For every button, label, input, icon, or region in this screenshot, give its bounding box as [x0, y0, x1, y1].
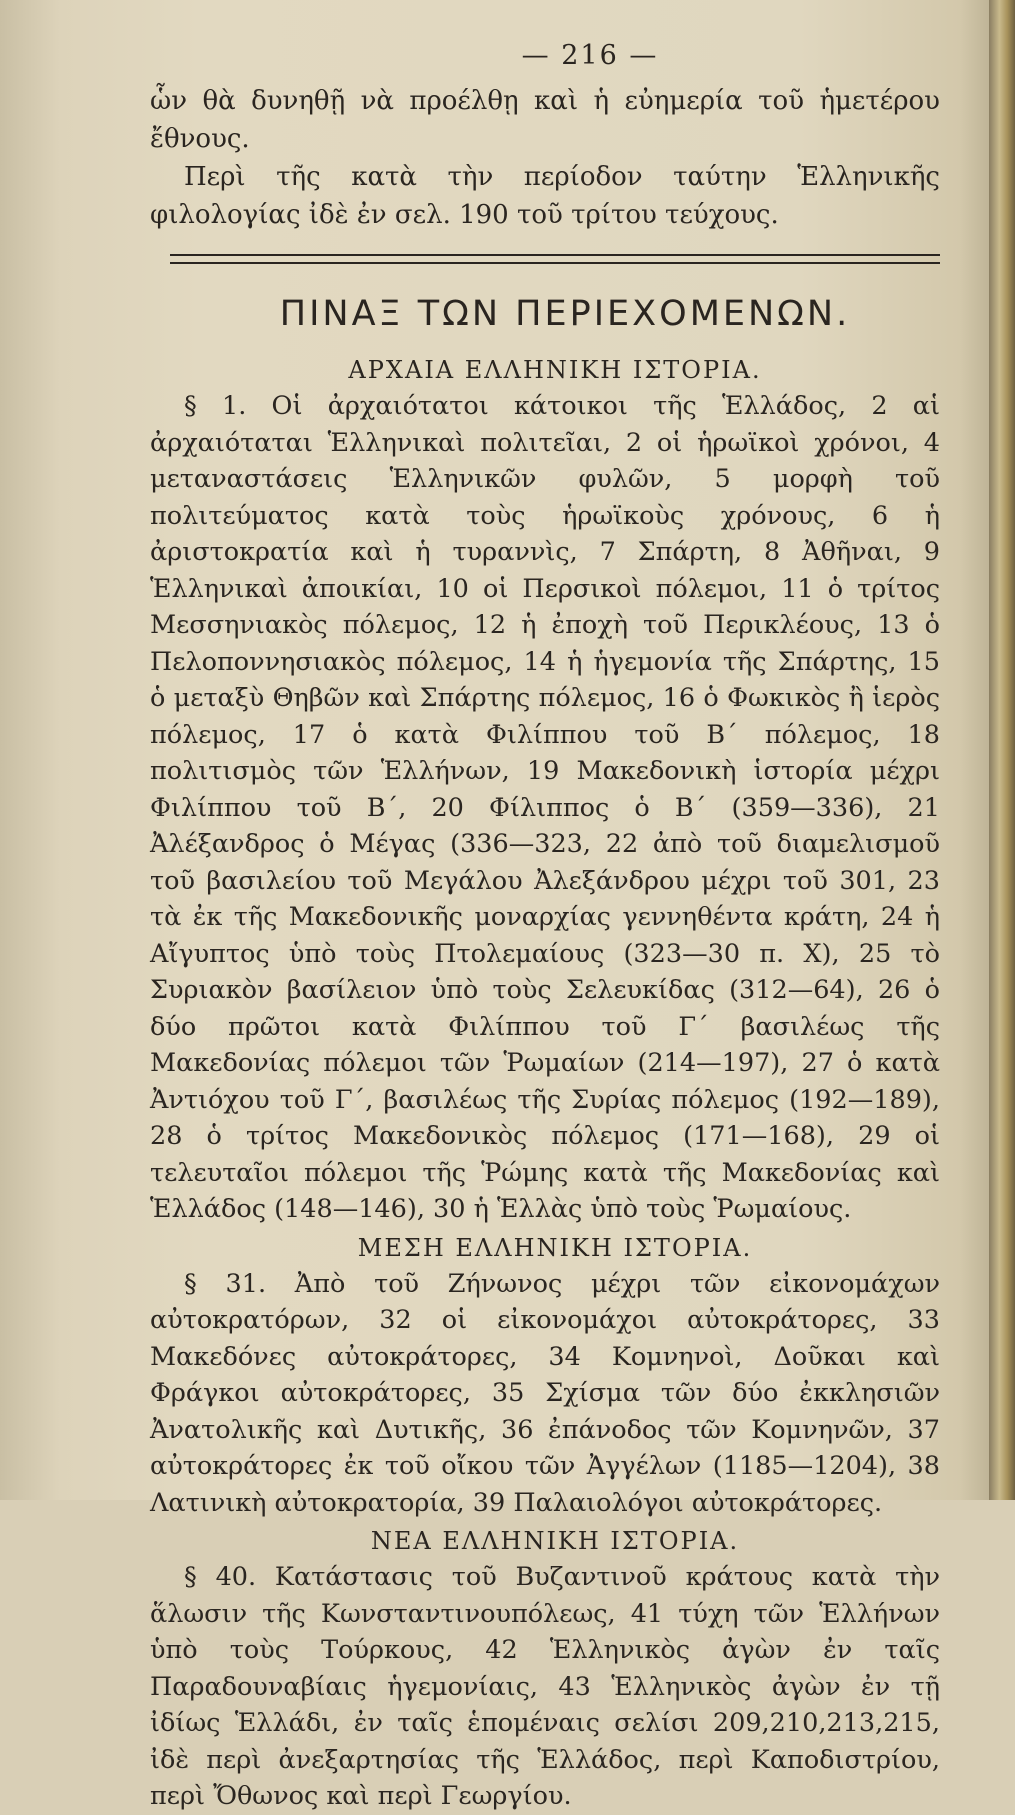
section-heading: ΝΕΑ ΕΛΛΗΝΙΚΗ ΙΣΤΟΡΙΑ. — [370, 1527, 740, 1555]
section-heading: ΜΕΣΗ ΕΛΛΗΝΙΚΗ ΙΣΤΟΡΙΑ. — [357, 1233, 753, 1262]
intro-line: ὧν θὰ δυνηθῇ νὰ προέλθῃ καὶ ἡ εὐημερία τοῦ ἡμετέρου ἔθνους. — [150, 86, 940, 154]
section-medieval — [150, 1234, 940, 1522]
page-content — [150, 40, 940, 1815]
section-ancient — [150, 356, 940, 1228]
book-binding-edge — [989, 0, 1015, 1500]
section-text: § 31. Ἀπὸ τοῦ Ζήνωνος μέχρι τῶν εἰκονομάχων αὐτοκρατόρων, 32 οἱ εἰκονομάχοι αὐτοκράτορες, 33 Μακεδόνες αὐτοκράτορες, 34 Κομνηνοὶ, Δοῦκαι καὶ Φράγκοι αὐτοκράτορες, 35 Σχίσμα τῶν δύο ἐκκλησιῶν Ἀνατολικῆς καὶ Δυτικῆς, 36 ἐπάνοδος τῶν Κομνηνῶν, 37 αὐτοκράτορες ἐκ τοῦ οἴκου τῶν Ἀγγέλων (1185—1204), 38 Λατινικὴ αὐτοκρατορία, 39 Παλαιολόγοι αὐτοκράτορες. — [150, 1268, 940, 1518]
section-heading: ΑΡΧΑΙΑ ΕΛΛΗΝΙΚΗ ΙΣΤΟΡΙΑ. — [348, 356, 762, 384]
intro-paragraph: Περὶ τῆς κατὰ τὴν περίοδον ταύτην Ἑλληνικῆς φιλολογίας ἰδὲ ἐν σελ. 190 τοῦ τρίτου τεύχους. — [150, 162, 940, 230]
contents-title: ΠΙΝΑΞ ΤΩΝ ΠΕΡΙΕΧΟΜΕΝΩΝ. — [279, 294, 851, 334]
double-rule-divider — [170, 254, 940, 264]
section-text: § 1. Οἱ ἀρχαιότατοι κάτοικοι τῆς Ἑλλάδος, 2 αἱ ἀρχαιόταται Ἑλληνικαὶ πολιτεῖαι, 2 οἱ ἡρωϊκοὶ χρόνοι, 4 μεταναστάσεις Ἑλληνικῶν φυλῶν, 5 μορφὴ τοῦ πολιτεύματος κατὰ τοὺς ἡρωϊκοὺς χρόνους, 6 ἡ ἀριστοκρατία καὶ ἡ τυραννὶς, 7 Σπάρτη, 8 Ἀθῆναι, 9 Ἑλληνικαὶ ἀποικίαι, 10 οἱ Περσικοὶ πόλεμοι, 11 ὁ τρίτος Μεσσηνιακὸς πόλεμος, 12 ἡ ἐποχὴ τοῦ Περικλέους, 13 ὁ Πελοποννησιακὸς πόλεμος, 14 ἡ ἡγεμονία τῆς Σπάρτης, 15 ὁ μεταξὺ Θηβῶν καὶ Σπάρτης πόλεμος, 16 ὁ Φωκικὸς ἢ ἱερὸς πόλεμος, 17 ὁ κατὰ Φιλίππου τοῦ Β΄ πόλεμος, 18 πολιτισμὸς τῶν Ἑλλήνων, 19 Μακεδονικὴ ἱστορία μέχρι Φιλίππου τοῦ Β΄, 20 Φίλιππος ὁ Β΄ (359—336), 21 Ἀλέξανδρος ὁ Μέγας (336—323, 22 ἀπὸ τοῦ διαμελισμοῦ τοῦ βασιλείου τοῦ Μεγάλου Ἀλεξάνδρου μέχρι τοῦ 301, 23 τὰ ἐκ τῆς Μακεδονικῆς μοναρχίας γεννηθέντα κράτη, 24 ἡ Αἴγυπτος ὑπὸ τοὺς Πτολεμαίους (323—30 π. Χ), 25 τὸ Συριακὸν βασίλειον ὑπὸ τοὺς Σελευκίδας (312—64), 26 ὁ δύο πρῶτοι κατὰ Φιλίππου τοῦ Γ΄ βασιλέως τῆς Μακεδονίας πόλεμοι τῶν Ῥωμαίων (214—197), 27 ὁ κατὰ Ἀντιόχου τοῦ Γ΄, βασιλέως τῆς Συρίας πόλεμος (192—189), 28 ὁ τρίτος Μακεδονικὸς πόλεμος (171—168), 29 οἱ τελευταῖοι πόλεμοι τῆς Ῥώμης κατὰ τῆς Μακεδονίας καὶ Ἑλλάδος (148—146), 30 ἡ Ἑλλὰς ὑπὸ τοὺς Ῥωμαίους. — [150, 391, 940, 1224]
section-modern — [150, 1527, 940, 1815]
section-text: § 40. Κατάστασις τοῦ Βυζαντινοῦ κράτους κατὰ τὴν ἅλωσιν τῆς Κωνσταντινουπόλεως, 41 τύχη τῶν Ἑλλήνων ὑπὸ τοὺς Τούρκους, 42 Ἑλληνικὸς ἀγὼν ἐν ταῖς Παραδουναβίαις ἡγεμονίαις, 43 Ἑλληνικὸς ἀγὼν ἐν τῇ ἰδίως Ἑλλάδι, ἐν ταῖς ἑπομέναις σελίσι 209,210,213,215, ἰδὲ περὶ ἀνεξαρτησίας τῆς Ἑλλάδος, περὶ Καποδιστρίου, περὶ Ὄθωνος καὶ περὶ Γεωργίου. — [150, 1562, 940, 1811]
page-number: — 216 — — [521, 40, 659, 71]
